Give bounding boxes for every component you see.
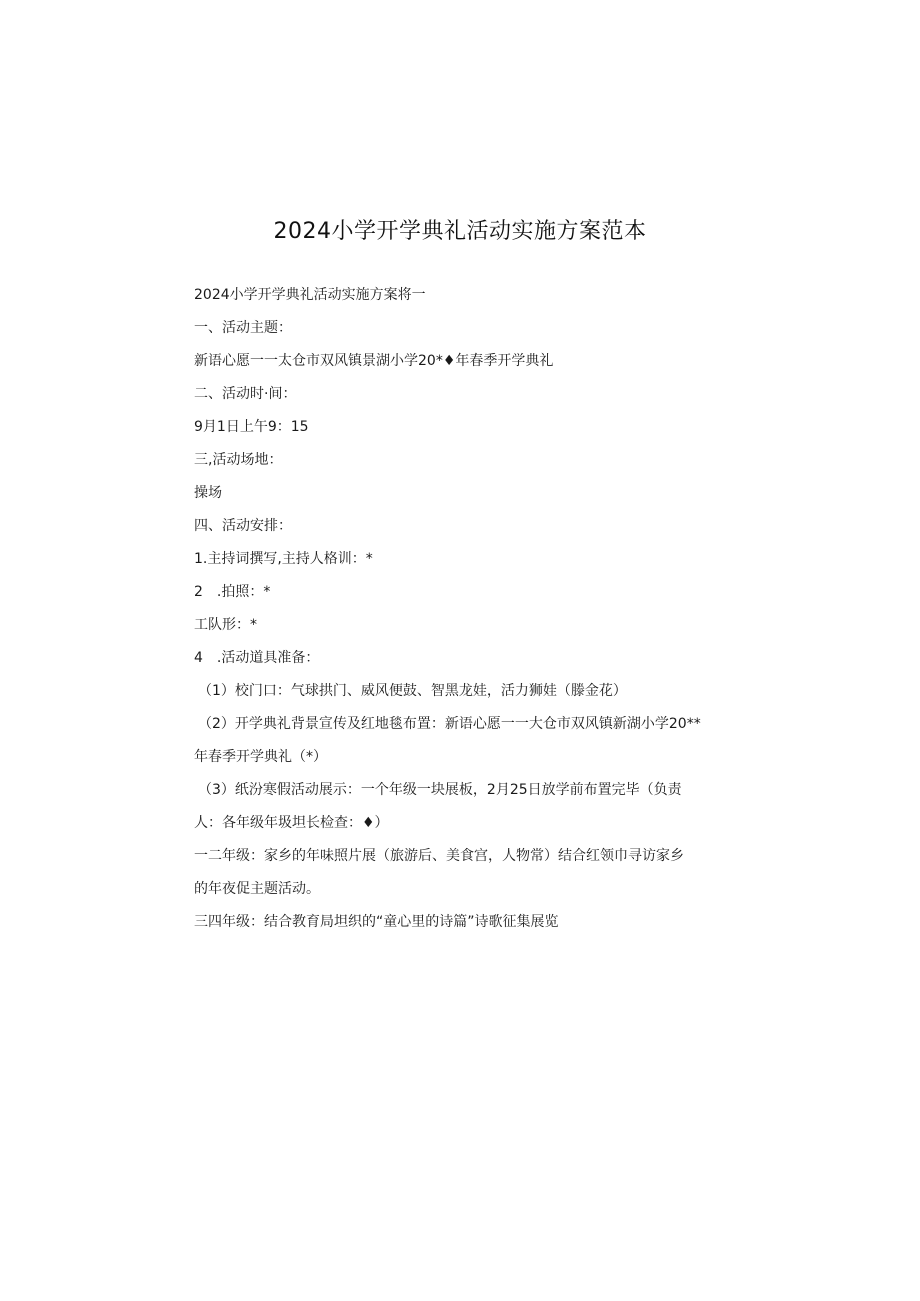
list-item: 工队形：* bbox=[194, 617, 257, 633]
sub-list-item: （1）校门口：气球拱门、威风便鼓、智黑龙娃，活力狮娃（滕金花） bbox=[198, 683, 627, 699]
sub-list-item: （3）纸汾寒假活动展示：一个年级一块展板，2月25日放学前布置完毕（负责 bbox=[198, 782, 682, 798]
list-item: 2 .拍照：* bbox=[194, 584, 271, 600]
list-item: 1.主持词撰写,主持人格训：* bbox=[194, 551, 373, 567]
paragraph-continuation: 的年夜促主题活动。 bbox=[194, 881, 320, 897]
document-body bbox=[194, 282, 754, 942]
sub-list-item-continuation: 年春季开学典礼（*） bbox=[194, 749, 327, 765]
paragraph-line: 9月1日上午9：15 bbox=[194, 419, 309, 435]
paragraph-line: 三四年级：结合教育局坦织的“童心里的诗篇”诗歌征集展览 bbox=[194, 914, 559, 930]
sub-list-item: （2）开学典礼背景宣传及红地毯布置：新语心愿一一大仓市双风镇新湖小学20** bbox=[198, 716, 701, 732]
section-heading-arrangement: 四、活动安排： bbox=[194, 518, 292, 534]
section-heading-theme: 一、活动主题： bbox=[194, 320, 292, 336]
paragraph-line: 新语心愿一一太仓市双风镇景湖小学20*♦年春季开学典礼 bbox=[194, 353, 554, 369]
paragraph-line: 2024小学开学典礼活动实施方案将一 bbox=[194, 287, 426, 303]
document-title: 2024小学开学典礼活动实施方案范本 bbox=[273, 219, 647, 244]
section-heading-time: 二、活动时·间： bbox=[194, 386, 297, 402]
list-item: 4 .活动道具准备： bbox=[194, 650, 320, 666]
section-heading-venue: 三,活动场地： bbox=[194, 452, 283, 468]
sub-list-item-continuation: 人：各年级年圾坦长检查：♦） bbox=[194, 815, 389, 831]
paragraph-line: 一二年级：家乡的年味照片展（旅游后、美食宫，人物常）结合红领巾寻访家乡 bbox=[194, 848, 684, 864]
paragraph-line: 操场 bbox=[194, 485, 222, 501]
